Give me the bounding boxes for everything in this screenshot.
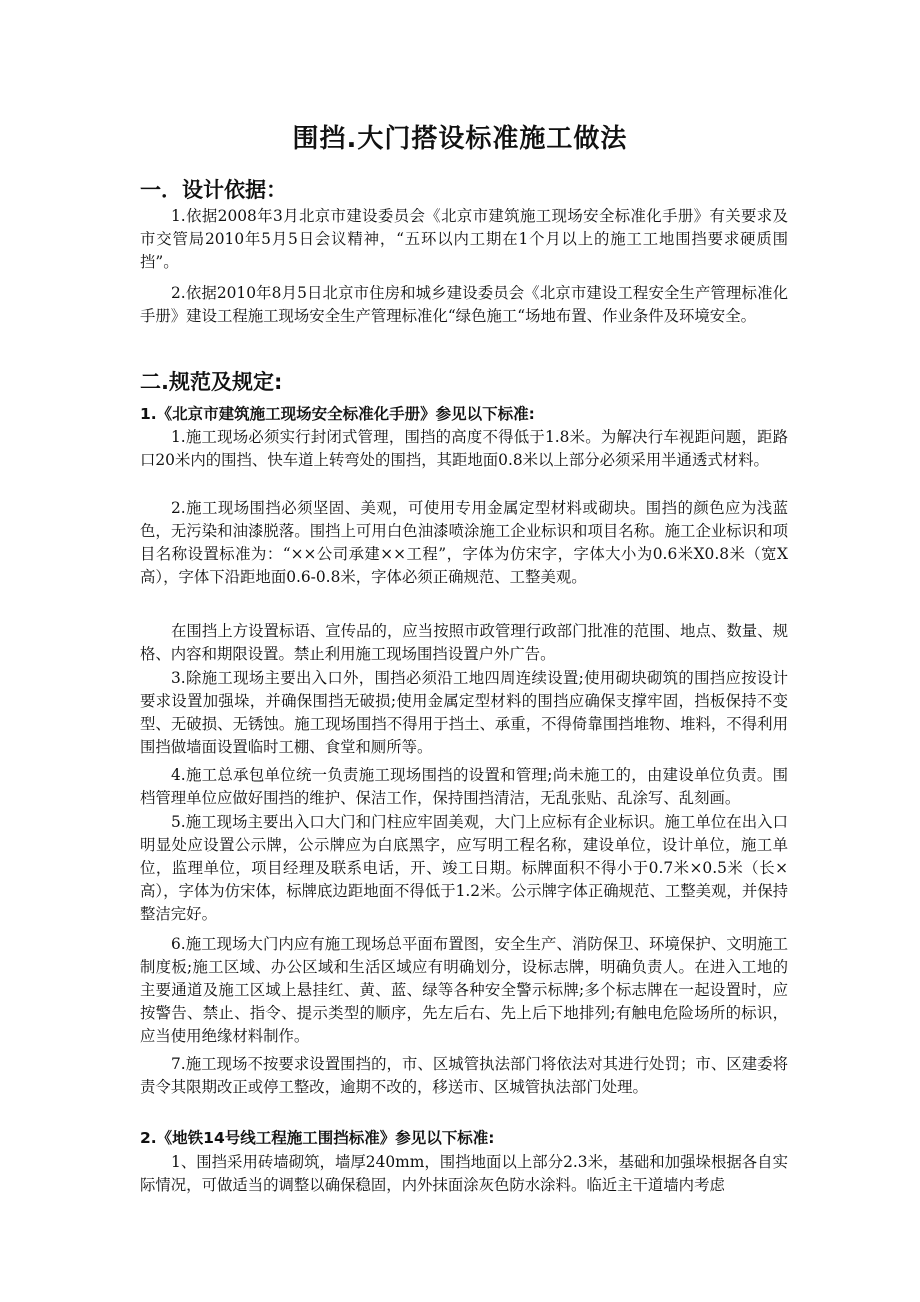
paragraph: 1、围挡采用砖墙砌筑，墙厚240mm，围挡地面以上部分2.3米，基础和加强垛根据各自实际情况，可做适当的调整以确保稳固，内外抹面涂灰色防水涂料。临近主干道墙内考虑 — [140, 1153, 788, 1194]
paragraph: 在围挡上方设置标语、宣传品的，应当按照市政管理行政部门批准的范围、地点、数量、规格、内容和期限设置。禁止利用施工现场围挡设置户外广告。 — [140, 622, 788, 663]
document-title: 围挡.大门搭设标准施工做法 — [292, 124, 628, 154]
subsection-heading-line14-standard: 2.《地铁14号线工程施工围挡标准》参见以下标准: — [140, 1129, 495, 1147]
paragraph: 1.依据2008年3月北京市建设委员会《北京市建筑施工现场安全标准化手册》有关要求及市交管局2010年5月5日会议精神，“五环以内工期在1个月以上的施工工地围挡要求硬质围挡”。 — [140, 207, 788, 271]
section-heading-specifications: 二.规范及规定: — [140, 370, 283, 394]
paragraph: 1.施工现场必须实行封闭式管理，围挡的高度不得低于1.8米。为解决行车视距问题，距路口20米内的围挡、快车道上转弯处的围挡，其距地面0.8米以上部分必须采用半通透式材料。 — [140, 428, 788, 469]
paragraph: 4.施工总承包单位统一负责施工现场围挡的设置和管理;尚未施工的，由建设单位负责。围档管理单位应做好围挡的维护、保洁工作，保持围挡清洁，无乱张贴、乱涂写、乱刻画。 — [140, 766, 788, 807]
paragraph: 2.施工现场围挡必须坚固、美观，可使用专用金属定型材料或砌块。围挡的颜色应为浅蓝色，无污染和油漆脱落。围挡上可用白色油漆喷涂施工企业标识和项目名称。施工企业标识和项目名称设置标准为：“××公司承建××工程”，字体为仿宋字，字体大小为0.6米X0.8米（宽X高），字体下沿距地面0.6-0.8米，字体必须正确规范、工整美观。 — [140, 499, 788, 586]
subsection-heading-beijing-manual: 1.《北京市建筑施工现场安全标准化手册》参见以下标准: — [140, 405, 535, 423]
paragraph: 3.除施工现场主要出入口外，围挡必须沿工地四周连续设置;使用砌块砌筑的围挡应按设计要求设置加强垛，并确保围挡无破损;使用金属定型材料的围挡应确保支撑牢固，挡板保持不变型、无破损、无锈蚀。施工现场围挡不得用于挡土、承重，不得倚靠围挡堆物、堆料，不得利用围挡做墙面设置临时工棚、食堂和厕所等。 — [140, 669, 788, 756]
paragraph: 2.依据2010年8月5日北京市住房和城乡建设委员会《北京市建设工程安全生产管理标准化手册》建设工程施工现场安全生产管理标准化“绿色施工“场地布置、作业条件及环境安全。 — [140, 284, 788, 325]
paragraph: 7.施工现场不按要求设置围挡的，市、区城管执法部门将依法对其进行处罚；市、区建委将责令其限期改正或停工整改，逾期不改的，移送市、区城管执法部门处理。 — [140, 1055, 788, 1096]
section-heading-design-basis: 一．设计依据： — [140, 178, 287, 202]
paragraph: 5.施工现场主要出入口大门和门柱应牢固美观，大门上应标有企业标识。施工单位在出入口明显处应设置公示牌，公示牌应为白底黑字，应写明工程名称，建设单位，设计单位，施工单位，监理单位，项目经理及联系电话，开、竣工日期。标牌面积不得小于0.7米×0.5米（长×高），字体为仿宋体，标牌底边距地面不得低于1.2米。公示牌字体正确规范、工整美观，并保持整洁完好。 — [140, 813, 788, 923]
paragraph: 6.施工现场大门内应有施工现场总平面布置图，安全生产、消防保卫、环境保护、文明施工制度板;施工区域、办公区域和生活区域应有明确划分，设标志牌，明确负责人。在进入工地的主要通道及施工区域上悬挂红、黄、蓝、绿等各种安全警示标牌;多个标志牌在一起设置时，应按警告、禁止、指令、提示类型的顺序，先左后右、先上后下地排列;有触电危险场所的标识，应当使用绝缘材料制作。 — [140, 935, 788, 1045]
